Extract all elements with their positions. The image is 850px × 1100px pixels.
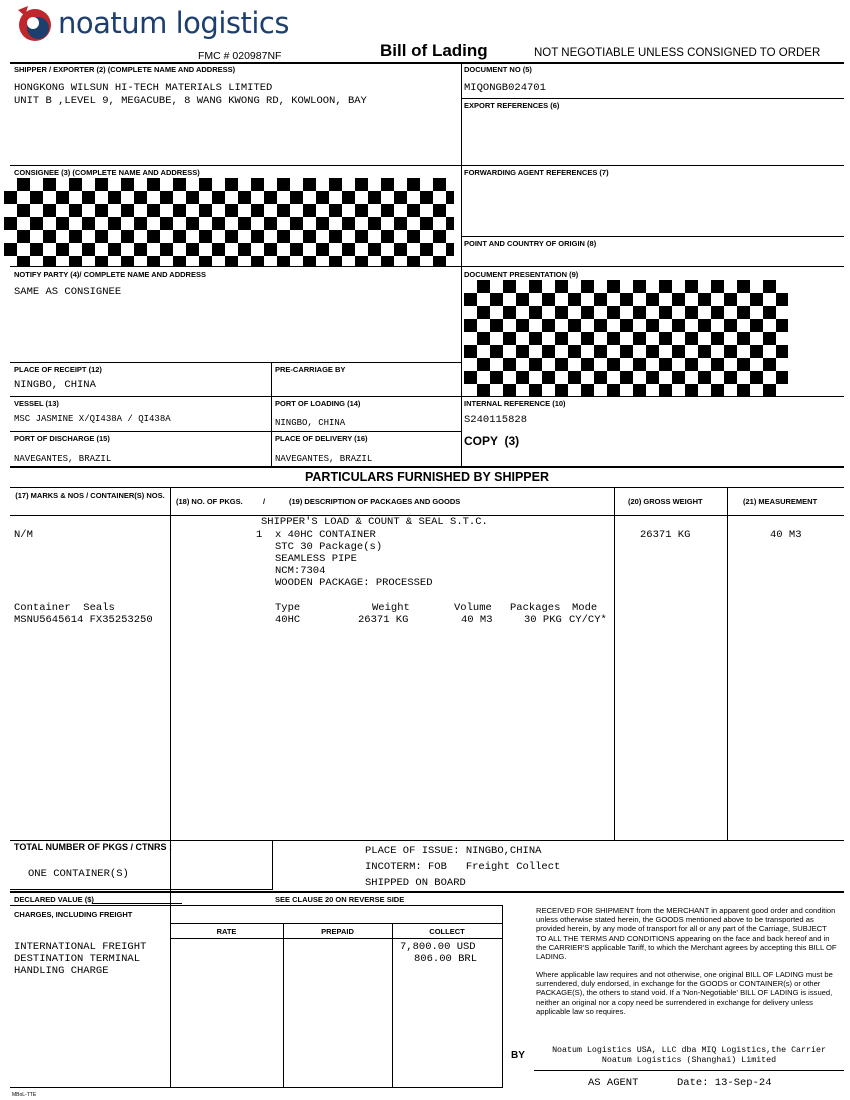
logo-mark-icon	[16, 4, 54, 44]
port-of-loading-label: PORT OF LOADING (14)	[275, 399, 361, 408]
package-count: 1	[256, 529, 263, 541]
collect-value: 7,800.00 USD	[400, 941, 476, 953]
point-of-origin-label: POINT AND COUNTRY OF ORIGIN (8)	[464, 239, 597, 248]
carrier-line-1: Noatum Logistics USA, LLC dba MIQ Logistics,the Carrier	[552, 1046, 826, 1055]
place-of-issue: PLACE OF ISSUE: NINGBO,CHINA	[365, 845, 542, 857]
total-pkgs-value: ONE CONTAINER(S)	[28, 868, 129, 880]
port-of-discharge-label: PORT OF DISCHARGE (15)	[14, 434, 110, 443]
detail-type-value: 40HC	[275, 614, 301, 626]
fmc-number: FMC # 020987NF	[198, 50, 282, 62]
place-of-receipt-label: PLACE OF RECEIPT (12)	[14, 365, 102, 374]
detail-weight-value: 26371 KG	[358, 614, 409, 626]
issue-date: Date: 13-Sep-24	[677, 1077, 772, 1089]
carrier-line-2: Noatum Logistics (Shanghai) Limited	[601, 1056, 777, 1065]
vessel-value: MSC JASMINE X/QI438A / QI438A	[14, 414, 171, 424]
marks-column-header: (17) MARKS & NOS / CONTAINER(S) NOS.	[15, 491, 165, 500]
charge-item: INTERNATIONAL FREIGHT	[14, 941, 147, 953]
port-of-loading-value: NINGBO, CHINA	[275, 418, 346, 428]
collect-value: 806.00 BRL	[414, 953, 478, 965]
gross-weight-value: 26371 KG	[640, 529, 691, 541]
detail-volume-header: Volume	[454, 602, 492, 614]
goods-description	[275, 529, 433, 589]
incoterm: INCOTERM: FOB Freight Collect	[365, 861, 561, 873]
port-of-discharge-value: NAVEGANTES, BRAZIL	[14, 454, 112, 464]
internal-reference-value: S240115828	[464, 414, 528, 426]
place-of-receipt-value: NINGBO, CHINA	[14, 379, 96, 391]
copy-number: COPY (3)	[464, 434, 520, 448]
particulars-heading: PARTICULARS FURNISHED BY SHIPPER	[304, 470, 549, 484]
container-value: MSNU5645614 FX35253250	[14, 614, 153, 626]
place-of-delivery-label: PLACE OF DELIVERY (16)	[275, 434, 368, 443]
company-logo	[16, 4, 306, 46]
shippers-load-note: SHIPPER'S LOAD & COUNT & SEAL S.T.C.	[261, 516, 488, 528]
total-pkgs-label: TOTAL NUMBER OF PKGS / CTNRS :	[14, 842, 173, 852]
marks-value: N/M	[14, 529, 33, 541]
prepaid-column-header: PREPAID	[321, 927, 354, 936]
footer-code: MBoL-TTE	[12, 1092, 37, 1098]
vessel-label: VESSEL (13)	[14, 399, 59, 408]
pre-carriage-label: PRE-CARRIAGE BY	[275, 365, 346, 374]
detail-volume-value: 40 M3	[461, 614, 493, 626]
detail-weight-header: Weight	[372, 602, 410, 614]
received-for-shipment-text: RECEIVED FOR SHIPMENT from the MERCHANT in apparent good order and condition unless otherwise stated herein, the GOODS mentioned above to be transported as provided herein, by any mode of transport for all or any part of the Carriage, SUBJECT TO ALL THE TERMS AND CONDITIONS appearing on the face and back hereof and in the CARRIER'S applicable Tariff, to which the Merchant agrees by accepting this BILL OF LADING.	[536, 906, 837, 962]
collect-column-header: COLLECT	[429, 927, 465, 936]
description-column-header: (19) DESCRIPTION OF PACKAGES AND GOODS	[289, 497, 461, 506]
negotiable-note: NOT NEGOTIABLE UNLESS CONSIGNED TO ORDER	[534, 47, 821, 59]
column-slash: /	[263, 497, 266, 506]
description-line: NCM:7304	[275, 565, 326, 577]
detail-type-header: Type	[275, 602, 301, 614]
document-presentation-label: DOCUMENT PRESENTATION (9)	[464, 270, 579, 279]
forwarding-agent-label: FORWARDING AGENT REFERENCES (7)	[464, 168, 609, 177]
measurement-value: 40 M3	[770, 529, 802, 541]
shipped-on-board: SHIPPED ON BOARD	[365, 877, 466, 889]
charge-item: HANDLING CHARGE	[14, 965, 109, 977]
rate-column-header: RATE	[216, 927, 237, 936]
notify-party-label: NOTIFY PARTY (4)/ COMPLETE NAME AND ADDRESS	[14, 270, 206, 279]
as-agent: AS AGENT	[588, 1077, 639, 1089]
surrender-terms-text: Where applicable law requires and not otherwise, one original BILL OF LADING must be surrendered, duly endorsed, in exchange for the GOODS or CONTAINER(s) or other PACKAGE(S), the others to stand void. If a 'Non-Negotiable' BILL OF LADING is issued, neither an original nor a copy need be surrendered in exchange for delivery unless applicable law so requires.	[536, 970, 833, 1016]
shipper-label: SHIPPER / EXPORTER (2) (COMPLETE NAME AND ADDRESS)	[14, 65, 236, 74]
document-no-label: DOCUMENT NO (5)	[464, 65, 532, 74]
detail-packages-header: Packages	[510, 602, 561, 614]
document-presentation-redacted	[464, 280, 788, 396]
container-header: Container Seals	[14, 602, 115, 614]
description-line: SEAMLESS PIPE	[275, 553, 357, 565]
document-title: Bill of Lading	[380, 41, 488, 60]
shipper-name: HONGKONG WILSUN HI-TECH MATERIALS LIMITED	[14, 82, 273, 94]
logo-text: noatum logistics	[58, 6, 289, 40]
detail-mode-value: CY/CY*	[569, 614, 607, 626]
consignee-label: CONSIGNEE (3) (COMPLETE NAME AND ADDRESS)	[14, 168, 200, 177]
document-no-value: MIQONGB024701	[464, 82, 546, 94]
charges-label: CHARGES, INCLUDING FREIGHT	[14, 910, 133, 919]
place-of-delivery-value: NAVEGANTES, BRAZIL	[275, 454, 373, 464]
measurement-column-header: (21) MEASUREMENT	[743, 497, 818, 506]
declared-value-label: DECLARED VALUE ($)	[14, 895, 94, 904]
clause-note: SEE CLAUSE 20 ON REVERSE SIDE	[275, 895, 405, 904]
detail-packages-value: 30 PKG	[524, 614, 562, 626]
description-line: WOODEN PACKAGE: PROCESSED	[275, 577, 433, 589]
description-line: x 40HC CONTAINER	[275, 529, 376, 541]
export-references-label: EXPORT REFERENCES (6)	[464, 101, 560, 110]
detail-mode-header: Mode	[572, 602, 598, 614]
by-label: BY	[511, 1050, 525, 1061]
consignee-redacted	[4, 178, 454, 266]
charge-item: DESTINATION TERMINAL	[14, 953, 141, 965]
gross-weight-column-header: (20) GROSS WEIGHT	[628, 497, 703, 506]
no-of-pkgs-column-header: (18) NO. OF PKGS.	[176, 497, 243, 506]
notify-party-value: SAME AS CONSIGNEE	[14, 286, 122, 298]
internal-reference-label: INTERNAL REFERENCE (10)	[464, 399, 566, 408]
shipper-address: UNIT B ,LEVEL 9, MEGACUBE, 8 WANG KWONG RD, KOWLOON, BAY	[14, 95, 367, 107]
description-line: STC 30 Package(s)	[275, 541, 383, 553]
